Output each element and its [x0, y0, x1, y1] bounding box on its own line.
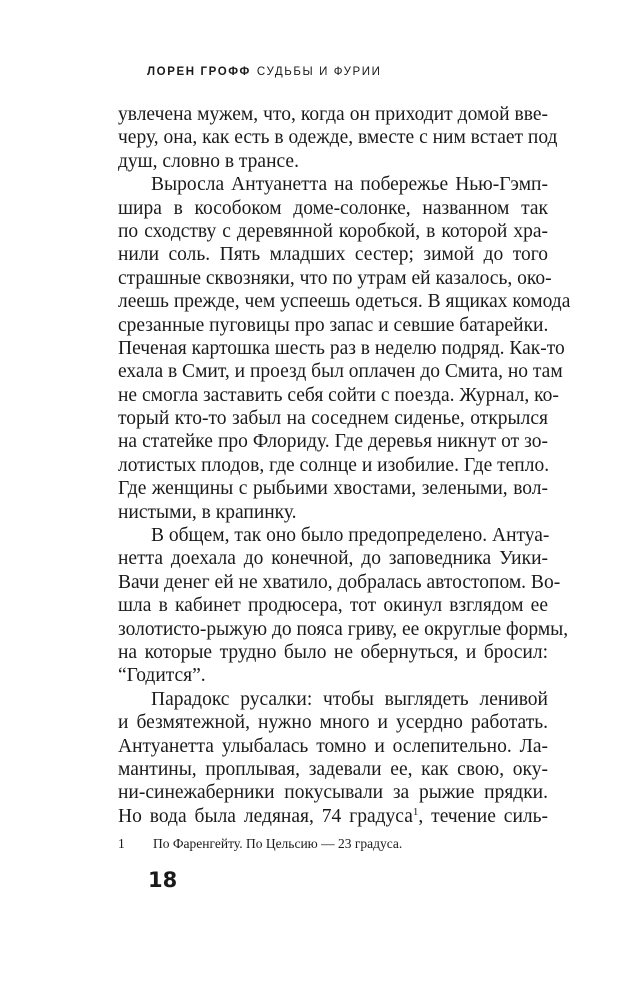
text-line-part: , течение силь- [418, 805, 548, 827]
text-line: увлечена мужем, что, когда он приходит домой вве- [118, 104, 548, 125]
text-line: золотисто-рыжую до пояса гриву, ее округлые формы, [118, 618, 569, 640]
text-line: “Годится”. [118, 665, 206, 687]
text-line: ехала в Смит, и проезд был оплачен до Смита, но там [118, 361, 563, 383]
text-line: лотистых плодов, где солнце и изобилие. Где тепло. [118, 454, 550, 476]
text-line: Печеная картошка шесть раз в неделю подряд. Как-то [118, 337, 565, 359]
running-head-author: ЛОРЕН ГРОФФ [147, 66, 251, 78]
text-line: Выросла Антуанетта на побережье Нью-Гэмп- [151, 174, 548, 196]
text-line: страшные сквозняки, что по утрам ей казалось, око- [118, 267, 552, 289]
text-line: Антуанетта улыбалась томно и ослепительно. Ла- [118, 735, 548, 757]
running-head [147, 66, 382, 78]
text-line: Вачи денег ей не хватило, добралась автостопом. Во- [118, 571, 561, 593]
footnote-text: По Фаренгейту. По Цельсию — 23 градуса. [153, 836, 403, 851]
footnote-number: 1 [118, 836, 125, 851]
text-line: торый кто-то забыл на соседнем сиденье, открылся [118, 408, 548, 430]
text-line [118, 805, 548, 828]
text-line: не смогла заставить себя сойти с поезда. Журнал, ко- [118, 384, 559, 406]
text-line: шла в кабинет продюсера, тот окинул взглядом ее [118, 595, 548, 617]
text-line: нетта доехала до конечной, до заповедника Уики- [118, 548, 548, 570]
text-line: шира в кособоком доме-солонке, названном так [118, 197, 548, 219]
text-line: ни-синежаберники покусывали за рыжие прядки. [118, 782, 548, 804]
text-line: срезанные пуговицы про запас и севшие батарейки. [118, 314, 549, 336]
text-line: Где женщины с рыбьими хвостами, зелеными, вол- [118, 478, 548, 500]
text-line: нили соль. Пять младших сестер; зимой до того [118, 244, 548, 266]
text-line: В общем, так оно было предопределено. Антуа- [151, 525, 550, 547]
text-line: черу, она, как есть в одежде, вместе с ним встает под [118, 127, 558, 149]
text-line: Парадокс русалки: чтобы выглядеть ленивой [151, 688, 548, 710]
page-number: 18 [148, 868, 178, 892]
text-line: на которые трудно было не обернуться, и бросил: [118, 641, 548, 663]
running-head-title: СУДЬБЫ И ФУРИИ [256, 66, 382, 78]
text-line: леешь прежде, чем успеешь одеться. В ящиках комода [118, 291, 571, 313]
text-line: на статейке про Флориду. Где деревья никнут от зо- [118, 431, 548, 453]
text-line: нистыми, в крапинку. [118, 501, 297, 523]
body-text [118, 103, 571, 828]
footnote [118, 836, 402, 852]
text-line-part: Но вода была ледяная, 74 градуса [118, 805, 413, 827]
text-line: душ, словно в трансе. [118, 150, 299, 172]
text-line: по сходству с деревянной коробкой, в которой хра- [118, 220, 548, 242]
text-line: и безмятежной, нужно много и усердно работать. [118, 712, 548, 734]
text-line: мантины, проплывая, задевали ее, как свою, оку- [118, 758, 548, 780]
footnote-reference[interactable]: 1 [412, 805, 419, 818]
